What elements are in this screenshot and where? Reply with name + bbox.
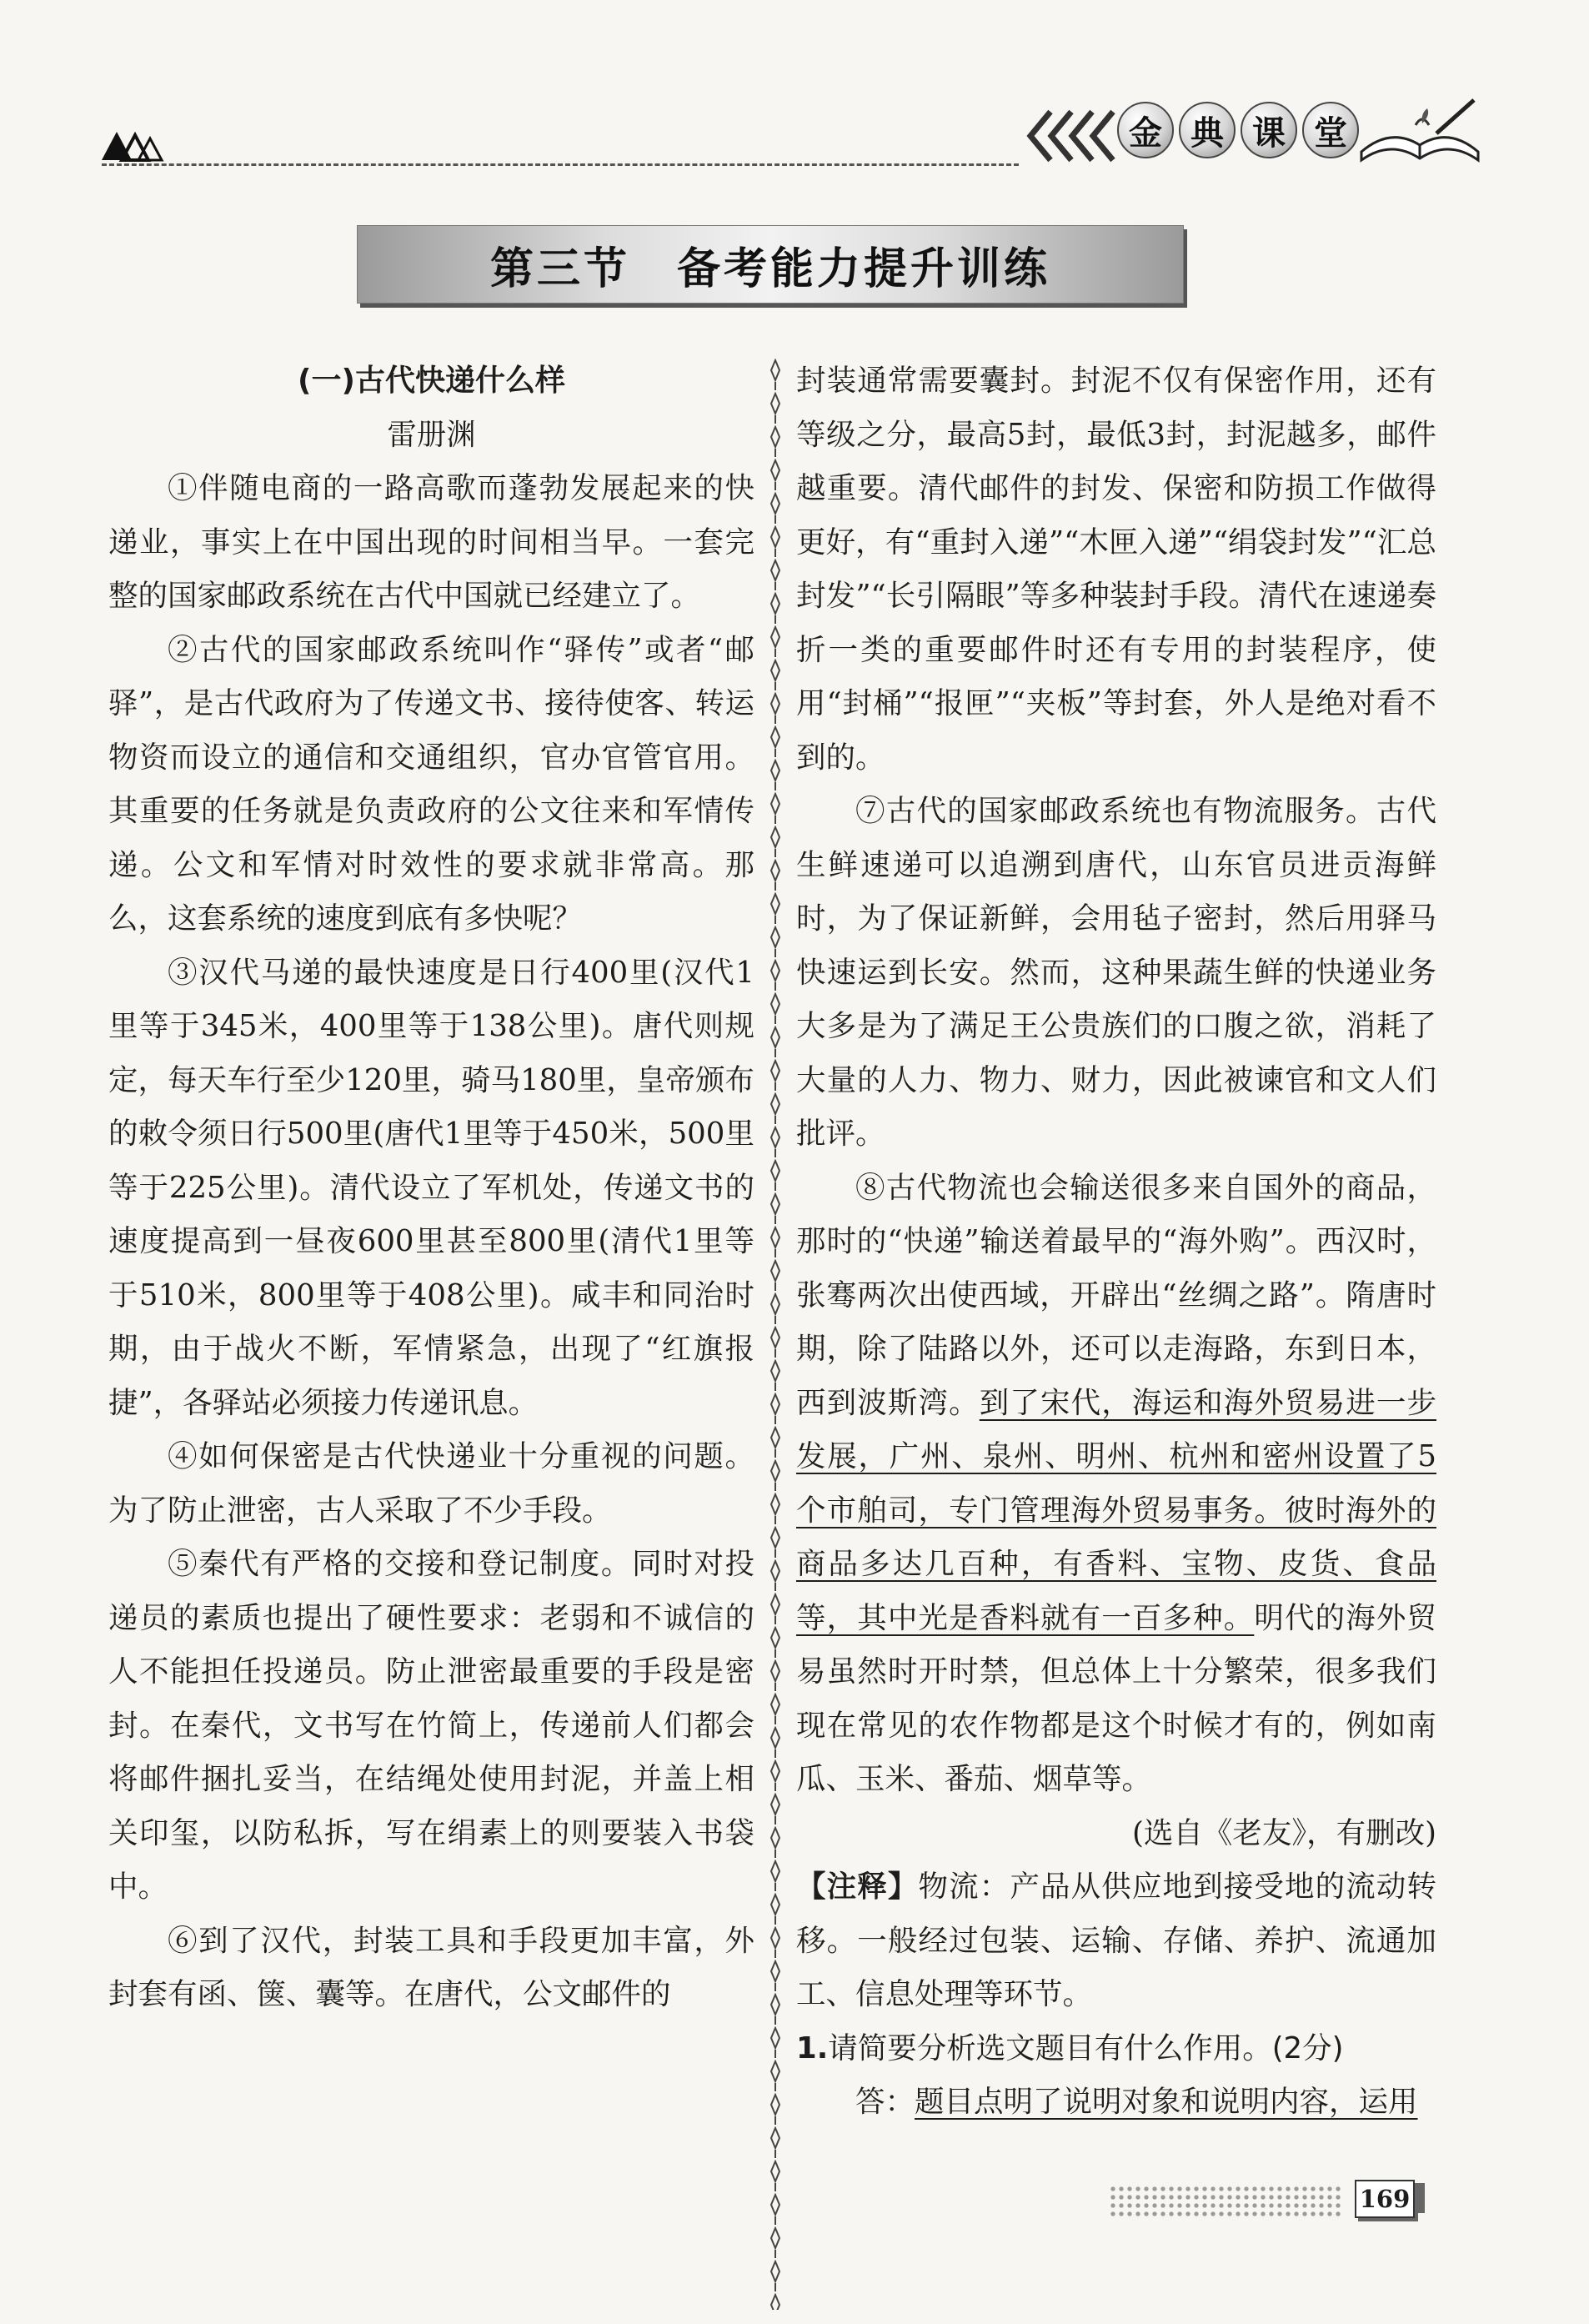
footer-dots bbox=[1109, 2185, 1342, 2218]
paragraph-5: ⑤秦代有严格的交接和登记制度。同时对投递员的素质也提出了硬性要求：老弱和不诚信的人不能担任投递员。防止泄密最重要的手段是密封。在秦代，文书写在竹简上，传递前人们都会将邮件捆扎妥当，在结绳处使用封泥，并盖上相关印玺，以防私拆，写在绢素上的则要装入书袋中。 bbox=[108, 1547, 754, 1904]
header-chevrons-icon bbox=[1025, 107, 1117, 165]
paragraph-4: ④如何保密是古代快递业十分重视的问题。为了防止泄密，古人采取了不少手段。 bbox=[108, 1439, 754, 1528]
paragraph-8-underlined: 到了宋代，海运和海外贸易进一步发展，广州、泉州、明州、杭州和密州设置了5个市舶司，专门管理海外贸易事务。彼时海外的商品多达几百种，有香料、宝物、皮货、食品等，其中光是香料就有一百多种。 bbox=[796, 1385, 1436, 1635]
paragraph-3: ③汉代马递的最快速度是日行400里(汉代1里等于345米，400里等于138公里)。唐代则规定，每天车行至少120里，骑马180里，皇帝颁布的敕令须日行500里(唐代1里等于450米，500里等于225公里)。清代设立了军机处，传递文书的速度提高到一昼夜600里甚至800里(清代1里等于510米，800里等于408公里)。咸丰和同治时期，由于战火不断，军情紧急，出现了“红旗报捷”，各驿站必须接力传递讯息。 bbox=[108, 955, 754, 1420]
brand-char: 堂 bbox=[1302, 102, 1359, 158]
section-title-banner bbox=[357, 225, 1184, 304]
brand-char: 金 bbox=[1117, 102, 1174, 158]
brand-char: 典 bbox=[1179, 102, 1236, 158]
question-number: 1. bbox=[796, 2030, 829, 2065]
note-text: 物流：产品从供应地到接受地的流动转移。一般经过包装、运输、存储、养护、流通加工、信息处理等环节。 bbox=[796, 1870, 1436, 2011]
left-column bbox=[108, 354, 754, 2022]
paragraph-2: ②古代的国家邮政系统叫作“驿传”或者“邮驿”，是古代政府为了传递文书、接待使客、转运物资而设立的通信和交通组织，官办官管官用。其重要的任务就是负责政府的公文往来和军情传递。公文和军情对时效性的要求就非常高。那么，这套系统的速度到底有多快呢？ bbox=[108, 632, 754, 936]
paragraph-6: ⑥到了汉代，封装工具和手段更加丰富，外封套有函、箧、囊等。在唐代，公文邮件的 bbox=[108, 1923, 754, 2011]
answer-1 bbox=[796, 2076, 1436, 2130]
article-author: 雷册渊 bbox=[387, 417, 476, 452]
column-divider bbox=[769, 359, 782, 2310]
note bbox=[796, 1860, 1436, 2022]
article-title: (一)古代快递什么样 bbox=[298, 364, 565, 398]
note-label: 【注释】 bbox=[796, 1870, 919, 1904]
header-triangles-icon bbox=[102, 125, 168, 163]
paragraph-8 bbox=[796, 1162, 1436, 1807]
brand-char: 课 bbox=[1241, 102, 1297, 158]
brand-logo bbox=[1117, 102, 1359, 158]
section-title: 第三节 备考能力提升训练 bbox=[489, 243, 1050, 294]
answer-text: 题目点明了说明对象和说明内容，运用 bbox=[915, 2085, 1418, 2119]
header-dashed-rule bbox=[102, 163, 1019, 166]
open-book-pen-icon bbox=[1357, 93, 1482, 168]
paragraph-8-end: 明代的海外贸易虽然时开时禁，但总体上十分繁荣，很多我们现在常见的农作物都是这个时候才有的，例如南瓜、玉米、番茄、烟草等。 bbox=[796, 1600, 1436, 1796]
paragraph-8-intro: ⑧古代物流也会输送很多来自国外的商品，那时的“快递”输送着最早的“海外购”。西汉时，张骞两次出使西域，开辟出“丝绸之路”。隋唐时期，除了陆路以外，还可以走海路，东到日本，西到波斯湾。 bbox=[796, 1170, 1436, 1420]
page-number-tab bbox=[1415, 2183, 1425, 2213]
page-number: 169 bbox=[1359, 2185, 1411, 2213]
paragraph-1: ①伴随电商的一路高歌而蓬勃发展起来的快递业，事实上在中国出现的时间相当早。一套完整的国家邮政系统在古代中国就已经建立了。 bbox=[108, 471, 754, 613]
page-number-box bbox=[1355, 2180, 1415, 2218]
right-column bbox=[796, 354, 1436, 2130]
paragraph-7: ⑦古代的国家邮政系统也有物流服务。古代生鲜速递可以追溯到唐代，山东官员进贡海鲜时，为了保证新鲜，会用毡子密封，然后用驿马快速运到长安。然而，这种果蔬生鲜的快递业务大多是为了满足王公贵族们的口腹之欲，消耗了大量的人力、物力、财力，因此被谏官和文人们批评。 bbox=[796, 794, 1436, 1151]
paragraph-6-continued: 封装通常需要囊封。封泥不仅有保密作用，还有等级之分，最高5封，最低3封，封泥越多，邮件越重要。清代邮件的封发、保密和防损工作做得更好，有“重封入递”“木匣入递”“绢袋封发”“汇总封发”“长引隔眼”等多种装封手段。清代在速递奏折一类的重要邮件时还有专用的封装程序，使用“封桶”“报匣”“夹板”等封套，外人是绝对看不到的。 bbox=[796, 364, 1436, 775]
answer-label: 答： bbox=[855, 2085, 915, 2119]
article-source: (选自《老友》，有删改) bbox=[1132, 1815, 1436, 1850]
question-text: 请简要分析选文题目有什么作用。(2分) bbox=[828, 2030, 1344, 2065]
question-1 bbox=[796, 2022, 1436, 2076]
